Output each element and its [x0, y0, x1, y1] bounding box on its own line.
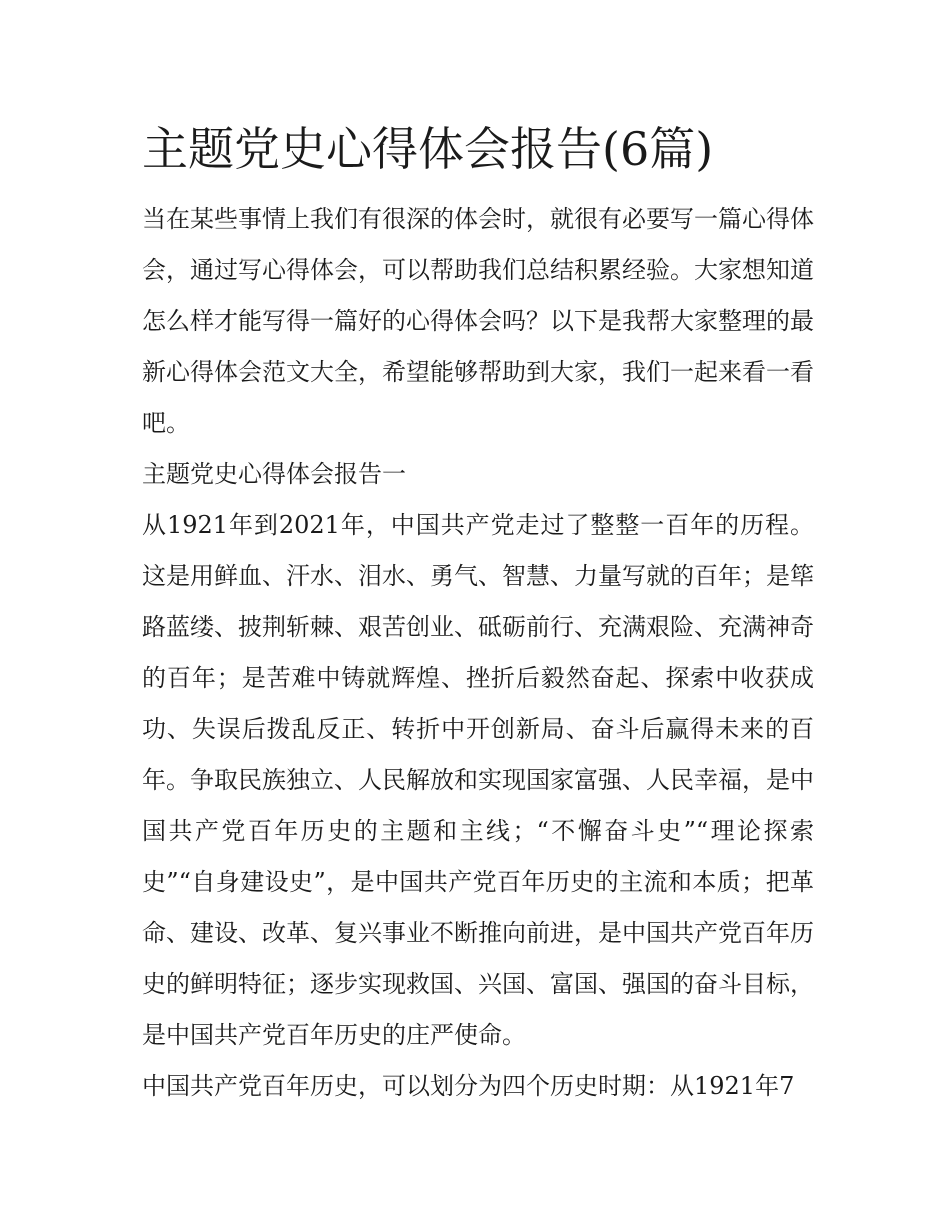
body-paragraph: 中国共产党百年历史，可以划分为四个历史时期：从1921年7: [142, 1072, 795, 1100]
document-title: 主题党史心得体会报告(6篇): [142, 122, 714, 176]
section-heading: 主题党史心得体会报告一: [142, 460, 406, 488]
document-page: [142, 118, 814, 1112]
intro-paragraph: 当在某些事情上我们有很深的体会时，就很有必要写一篇心得体会，通过写心得体会，可以帮助我们总结积累经验。大家想知道怎么样才能写得一篇好的心得体会吗？以下是我帮大家整理的最新心得体会范文大全，希望能够帮助到大家，我们一起来看一看吧。: [142, 205, 814, 437]
body-paragraph: 从1921年到2021年，中国共产党走过了整整一百年的历程。这是用鲜血、汗水、泪水、勇气、智慧、力量写就的百年；是筚路蓝缕、披荆斩棘、艰苦创业、砥砺前行、充满艰险、充满神奇的百年；是苦难中铸就辉煌、挫折后毅然奋起、探索中收获成功、失误后拨乱反正、转折中开创新局、奋斗后赢得未来的百年。争取民族独立、人民解放和实现国家富强、人民幸福，是中国共产党百年历史的主题和主线；“不懈奋斗史”“理论探索史”“自身建设史”，是中国共产党百年历史的主流和本质；把革命、建设、改革、复兴事业不断推向前进，是中国共产党百年历史的鲜明特征；逐步实现救国、兴国、富国、强国的奋斗目标，是中国共产党百年历史的庄严使命。: [142, 511, 814, 1049]
